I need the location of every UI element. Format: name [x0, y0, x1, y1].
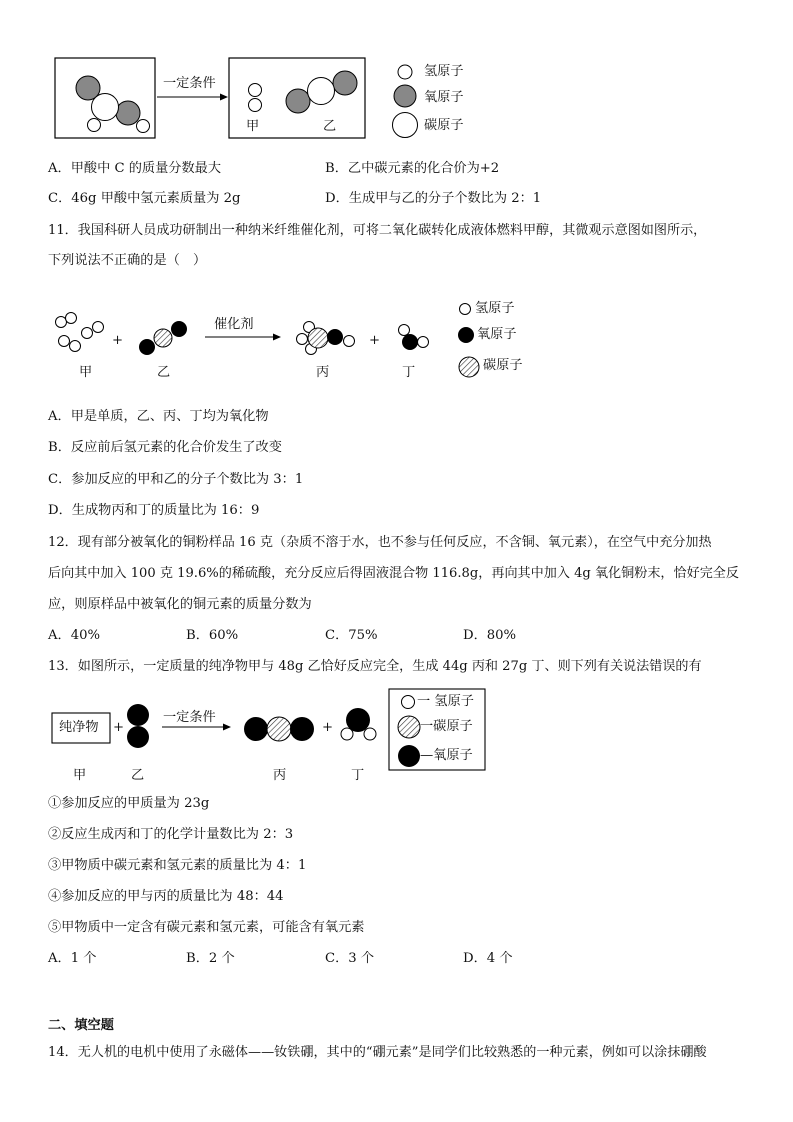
- q11-option-d: D．生成物丙和丁的质量比为 16：9: [48, 503, 260, 518]
- legend-oxygen-icon: [398, 745, 420, 767]
- q10-option-a: A．甲酸中 C 的质量分数最大: [48, 161, 222, 176]
- q11-stem-line1: 11．我国科研人员成功研制出一种纳米纤维催化剂，可将二氧化碳转化成液体燃料甲醇，其微观示意图如图所示，: [48, 223, 707, 238]
- q13-label-bing: 丙: [273, 768, 287, 783]
- fig10-label-jia: 甲: [246, 119, 260, 134]
- q10-option-b: B．乙中碳元素的化合价为+2: [325, 161, 500, 176]
- carbon-atom: [92, 94, 119, 121]
- q13-statement-3: ③甲物质中碳元素和氢元素的质量比为 4：1: [48, 858, 307, 873]
- oxygen-atom: [286, 89, 310, 113]
- q11-plus-1: +: [112, 333, 124, 348]
- q10-option-d: D．生成甲与乙的分子个数比为 2：1: [325, 191, 542, 206]
- q12-option-c: C．75%: [325, 628, 378, 643]
- fig10-legend-carbon: 碳原子: [424, 118, 464, 133]
- legend-carbon-icon: [393, 113, 418, 138]
- legend-oxygen-icon: [394, 85, 416, 107]
- q11-plus-2: +: [369, 333, 381, 348]
- hydrogen-atom: [249, 84, 262, 97]
- legend-oxygen-icon: [458, 327, 474, 343]
- q10-option-c: C．46g 甲酸中氢元素质量为 2g: [48, 191, 241, 206]
- section-heading: 二、填空题: [48, 1018, 114, 1033]
- legend-carbon-icon: [459, 357, 479, 377]
- q13-statement-1: ①参加反应的甲质量为 23g: [48, 796, 210, 811]
- q13-statement-5: ⑤甲物质中一定含有碳元素和氢元素，可能含有氧元素: [48, 920, 365, 935]
- q13-legend-carbon: 一碳原子: [420, 719, 473, 734]
- q12-option-a: A．40%: [48, 628, 101, 643]
- q10-reaction-figure: [55, 58, 418, 138]
- q11-stem-line2: 下列说法不正确的是（ ）: [48, 253, 207, 268]
- oxygen-atom: [333, 71, 357, 95]
- q13-legend-oxygen: —氧原子: [420, 748, 473, 763]
- q13-arrow-label: 一定条件: [163, 710, 216, 725]
- q13-label-ding: 丁: [351, 768, 365, 783]
- q13-statement-2: ②反应生成丙和丁的化学计量数比为 2：3: [48, 827, 294, 842]
- q13-stem: 13．如图所示，一定质量的纯净物甲与 48g 乙恰好反应完全，生成 44g 丙和 27g 丁、则下列有关说法错误的有: [48, 659, 702, 674]
- fig10-label-yi: 乙: [323, 119, 337, 134]
- fig10-arrow-label: 一定条件: [163, 76, 216, 91]
- q12-line2: 后向其中加入 100 克 19.6%的稀硫酸，充分反应后得固液混合物 116.8g，再向其中加入 4g 氧化铜粉末，恰好完全反: [48, 566, 739, 581]
- q14-line1: 14．无人机的电机中使用了永磁体——钕铁硼，其中的“硼元素”是同学们比较熟悉的一种元素，例如可以涂抹硼酸: [48, 1045, 707, 1060]
- oxygen-atom: [116, 101, 140, 125]
- q11-label-ding: 丁: [402, 365, 416, 380]
- hydrogen-atom: [249, 99, 262, 112]
- q12-option-b: B．60%: [186, 628, 239, 643]
- q12-line3: 应，则原样品中被氧化的铜元素的质量分数为: [48, 597, 312, 612]
- q13-option-d: D．4 个: [463, 951, 513, 966]
- q11-option-c: C．参加反应的甲和乙的分子个数比为 3：1: [48, 472, 304, 487]
- q13-label-yi: 乙: [131, 768, 145, 783]
- q13-option-b: B．2 个: [186, 951, 235, 966]
- q13-box-label: 纯净物: [59, 720, 99, 735]
- fig10-legend-oxygen: 氧原子: [424, 90, 464, 105]
- q11-option-b: B．反应前后氢元素的化合价发生了改变: [48, 440, 282, 455]
- q11-legend-carbon: 碳原子: [483, 358, 523, 373]
- hydrogen-atom: [88, 119, 101, 132]
- fig10-legend-hydrogen: 氢原子: [424, 64, 464, 79]
- q11-option-a: A．甲是单质，乙、丙、丁均为氧化物: [48, 409, 269, 424]
- legend-hydrogen-icon: [398, 65, 412, 79]
- q13-plus-2: +: [322, 720, 334, 735]
- legend-hydrogen-icon: [402, 696, 415, 709]
- q12-line1: 12．现有部分被氧化的铜粉样品 16 克（杂质不溶于水，也不参与任何反应，不含铜、氧元素），在空气中充分加热: [48, 535, 712, 550]
- q13-label-jia: 甲: [73, 768, 87, 783]
- q11-arrow-label: 催化剂: [214, 317, 254, 332]
- hydrogen-atom: [137, 120, 150, 133]
- q13-legend-hydrogen: 一 氢原子: [417, 694, 474, 709]
- q11-legend-oxygen: 氧原子: [477, 327, 517, 342]
- q12-option-d: D．80%: [463, 628, 517, 643]
- q13-plus-1: +: [113, 720, 125, 735]
- legend-carbon-icon: [398, 716, 420, 738]
- q13-option-a: A．1 个: [48, 951, 97, 966]
- q13-statement-4: ④参加反应的甲与丙的质量比为 48：44: [48, 889, 284, 904]
- carbon-atom: [308, 78, 335, 105]
- q11-label-yi: 乙: [157, 365, 171, 380]
- q11-legend-hydrogen: 氢原子: [475, 301, 515, 316]
- q11-label-jia: 甲: [79, 365, 93, 380]
- q13-option-c: C．3 个: [325, 951, 375, 966]
- legend-hydrogen-icon: [460, 304, 471, 315]
- q11-label-bing: 丙: [316, 365, 330, 380]
